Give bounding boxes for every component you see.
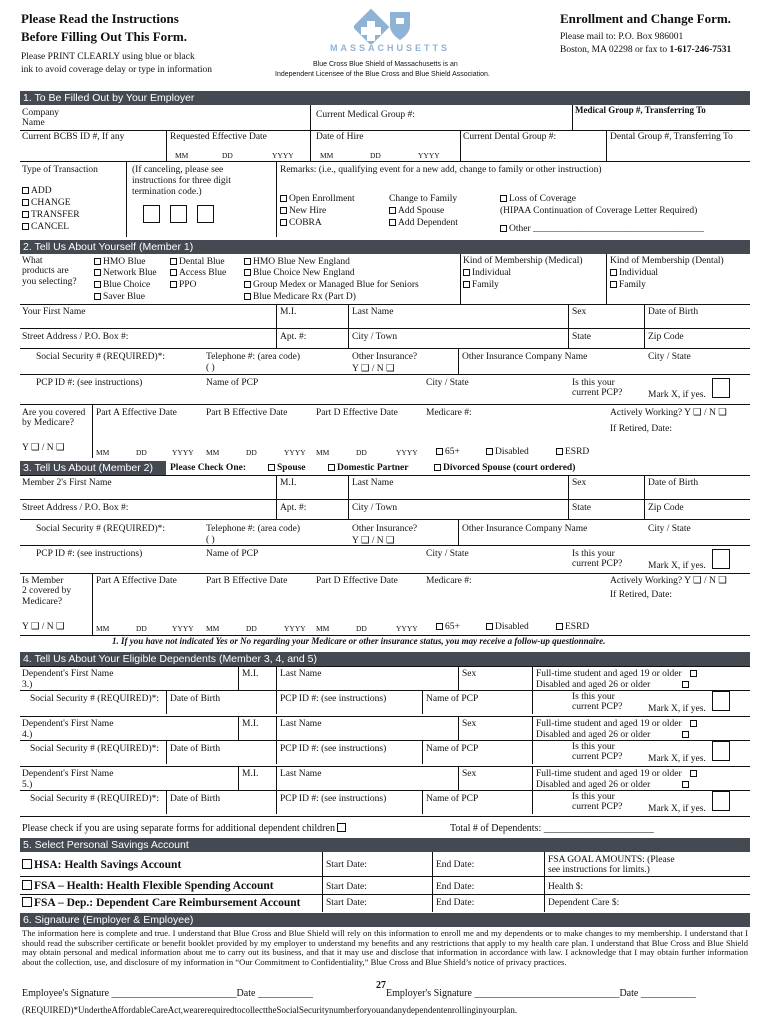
member2-city-field[interactable]: City / Town bbox=[352, 503, 398, 513]
pcp-id-field[interactable]: PCP ID #: (see instructions) bbox=[36, 378, 143, 388]
hmo-blue-ne-checkbox[interactable] bbox=[244, 258, 251, 265]
member2-retired-date[interactable]: If Retired, Date: bbox=[610, 590, 672, 600]
dd-label: DD bbox=[246, 624, 257, 633]
member2-mark-x-label: Mark X, if yes. bbox=[648, 561, 706, 571]
domestic-partner-checkbox[interactable] bbox=[328, 464, 335, 471]
dependent-4-last-name-field[interactable]: Last Name bbox=[280, 719, 322, 729]
dd-label: DD bbox=[246, 448, 257, 457]
member2-part-d-field[interactable]: Part D Effective Date bbox=[316, 576, 398, 586]
separate-forms-option[interactable]: Please check if you are using separate forms for additional dependent children bbox=[22, 823, 348, 834]
dental-individual-option[interactable]: Individual bbox=[610, 268, 658, 278]
yyyy-label: YYYY bbox=[172, 624, 194, 633]
member2-zip-field[interactable]: Zip Code bbox=[648, 503, 684, 513]
dependent-4-ssn-field[interactable]: Social Security # (REQUIRED)*: bbox=[30, 744, 160, 754]
apt-field[interactable]: Apt. #: bbox=[280, 332, 307, 342]
access-blue-checkbox[interactable] bbox=[170, 269, 177, 276]
loss-of-coverage-option[interactable]: Loss of Coverage bbox=[500, 194, 576, 204]
termination-code-box-3[interactable] bbox=[197, 205, 214, 223]
fsa-health-start-date[interactable]: Start Date: bbox=[326, 882, 367, 892]
health-amount-field[interactable]: Health $: bbox=[548, 882, 584, 892]
dependent-4-fulltime-checkbox[interactable] bbox=[690, 720, 697, 727]
member2-disabled-option[interactable]: Disabled bbox=[486, 622, 529, 632]
disabled-checkbox[interactable] bbox=[486, 448, 493, 455]
area-code-paren: ( ) bbox=[206, 363, 215, 373]
city-field[interactable]: City / Town bbox=[352, 332, 398, 342]
form-title: Enrollment and Change Form. bbox=[560, 11, 731, 26]
please-check-one-label: Please Check One: bbox=[170, 463, 246, 473]
sex-field[interactable]: Sex bbox=[572, 307, 587, 317]
dependent-3-current-pcp-checkbox[interactable] bbox=[712, 691, 730, 711]
first-name-field[interactable]: Your First Name bbox=[22, 307, 86, 317]
divorced-spouse-option[interactable]: Divorced Spouse (court ordered) bbox=[434, 463, 575, 473]
last-name-field[interactable]: Last Name bbox=[352, 307, 394, 317]
is-current-pcp-label: Is this your current PCP? bbox=[572, 378, 623, 399]
what-products-label: What products are you selecting? bbox=[22, 256, 77, 287]
zip-field[interactable]: Zip Code bbox=[648, 332, 684, 342]
ppo-checkbox[interactable] bbox=[170, 281, 177, 288]
mm-label: MM bbox=[316, 624, 330, 633]
mm-label: MM bbox=[96, 448, 110, 457]
dependent-care-amount-field[interactable]: Dependent Care $: bbox=[548, 898, 620, 908]
member2-medicare-yn[interactable]: Y ❑ / N ❑ bbox=[22, 622, 65, 632]
date-of-hire-field[interactable]: Date of Hire bbox=[316, 132, 364, 142]
dependent-5-ssn-field[interactable]: Social Security # (REQUIRED)*: bbox=[30, 794, 160, 804]
dd-label: DD bbox=[222, 151, 233, 160]
member2-other-insurance-yn[interactable]: Y ❑ / N ❑ bbox=[352, 536, 395, 546]
type-of-transaction-label: Type of Transaction bbox=[22, 165, 98, 175]
add-option[interactable]: ADD bbox=[22, 186, 52, 196]
transfer-checkbox[interactable] bbox=[22, 211, 29, 218]
other-insurance-company-field[interactable]: Other Insurance Company Name bbox=[462, 352, 588, 362]
yyyy-label: YYYY bbox=[272, 151, 294, 160]
add-dependent-checkbox[interactable] bbox=[389, 219, 396, 226]
state-field[interactable]: State bbox=[572, 332, 591, 342]
dependent-5-mi-field[interactable]: M.I. bbox=[242, 769, 259, 779]
fsa-dep-checkbox[interactable] bbox=[22, 897, 32, 907]
add-checkbox[interactable] bbox=[22, 187, 29, 194]
insurance-city-state-field[interactable]: City / State bbox=[648, 352, 691, 362]
domestic-partner-option[interactable]: Domestic Partner bbox=[328, 463, 408, 473]
brand-name: MASSACHUSETTS bbox=[330, 43, 451, 53]
dependent-5-disabled-checkbox[interactable] bbox=[682, 781, 689, 788]
hipaa-note: (HIPAA Continuation of Coverage Letter Required) bbox=[500, 206, 698, 216]
dependent-5-pcp-id-field[interactable]: PCP ID #: (see instructions) bbox=[280, 794, 387, 804]
dependent-5-is-current-pcp-label: Is this your current PCP? bbox=[572, 792, 623, 813]
fsa-health-option[interactable]: FSA – Health: Health Flexible Spending Account bbox=[22, 880, 274, 893]
employee-signature-field[interactable]: Employee's Signature _________________________Date ___________ bbox=[22, 988, 313, 999]
dd-label: DD bbox=[136, 448, 147, 457]
medical-group-transferring-field[interactable]: Medical Group #, Transferring To bbox=[575, 105, 706, 115]
member2-is-current-pcp-label: Is this your current PCP? bbox=[572, 549, 623, 570]
employer-signature-field[interactable]: Employer's Signature _____________________________Date ___________ bbox=[386, 988, 696, 999]
mi-field[interactable]: M.I. bbox=[280, 307, 297, 317]
ppo-option[interactable]: PPO bbox=[170, 280, 196, 290]
medical-family-option[interactable]: Family bbox=[463, 280, 499, 290]
blue-choice-option[interactable]: Blue Choice bbox=[94, 280, 150, 290]
dental-family-option[interactable]: Family bbox=[610, 280, 646, 290]
fsa-health-end-date[interactable]: End Date: bbox=[436, 882, 475, 892]
total-dependents-field[interactable]: Total # of Dependents: ______________________ bbox=[450, 823, 654, 834]
open-enrollment-checkbox[interactable] bbox=[280, 195, 287, 202]
street-address-field[interactable]: Street Address / P.O. Box #: bbox=[22, 332, 129, 342]
medicare-number-field[interactable]: Medicare #: bbox=[426, 408, 472, 418]
ssn-required-footer: (REQUIRED)*UndertheAffordableCareAct,wearerequiredtocollecttheSocialSecuritynumberforyouandanydependentenrollinginyourplan. bbox=[22, 1005, 518, 1015]
instructions-heading-line1: Please Read the Instructions bbox=[21, 11, 179, 26]
yyyy-label: YYYY bbox=[396, 624, 418, 633]
followup-footnote: 1. If you have not indicated Yes or No regarding your Medicare or other insurance status, you may receive a follow-up questionnaire. bbox=[112, 636, 606, 646]
network-blue-option[interactable]: Network Blue bbox=[94, 268, 157, 278]
cobra-option[interactable]: COBRA bbox=[280, 218, 322, 228]
group-medex-option[interactable]: Group Medex or Managed Blue for Seniors bbox=[244, 280, 419, 290]
member2-area-code-paren: ( ) bbox=[206, 535, 215, 545]
covered-by-medicare-label: Are you covered by Medicare? bbox=[22, 408, 86, 429]
kind-medical-label: Kind of Membership (Medical) bbox=[463, 256, 583, 266]
dependent-3-fulltime-checkbox[interactable] bbox=[690, 670, 697, 677]
dob-field[interactable]: Date of Birth bbox=[648, 307, 699, 317]
fsa-dep-option[interactable]: FSA – Dep.: Dependent Care Reimbursement Account bbox=[22, 897, 301, 910]
other-insurance-yn[interactable]: Y ❑ / N ❑ bbox=[352, 364, 395, 374]
dependent-3-first-name-field[interactable]: Dependent's First Name bbox=[22, 669, 114, 679]
retired-date-field[interactable]: If Retired, Date: bbox=[610, 424, 672, 434]
remarks-field[interactable]: Remarks: (i.e., qualifying event for a new add, change to family or other instruction) bbox=[280, 165, 602, 175]
change-to-family-label: Change to Family bbox=[389, 194, 458, 204]
dependent-5-fulltime-option[interactable]: Full-time student and aged 19 or older bbox=[536, 769, 699, 779]
current-medical-group-field[interactable]: Current Medical Group #: bbox=[316, 110, 415, 120]
dependent-4-number: 4.) bbox=[22, 730, 33, 740]
dependent-5-fulltime-checkbox[interactable] bbox=[690, 770, 697, 777]
dependent-3-pcp-name-field[interactable]: Name of PCP bbox=[426, 694, 479, 704]
pcp-city-state-field[interactable]: City / State bbox=[426, 378, 469, 388]
member2-medicare-number-field[interactable]: Medicare #: bbox=[426, 576, 472, 586]
if-canceling-line2: instructions for three digit bbox=[132, 176, 231, 186]
dependent-3-number: 3.) bbox=[22, 680, 33, 690]
divorced-spouse-checkbox[interactable] bbox=[434, 464, 441, 471]
current-dental-group-field[interactable]: Current Dental Group #: bbox=[463, 132, 557, 142]
age65-checkbox[interactable] bbox=[436, 448, 443, 455]
spouse-option[interactable]: Spouse bbox=[268, 463, 306, 473]
transfer-option[interactable]: TRANSFER bbox=[22, 210, 80, 220]
dependent-4-sex-field[interactable]: Sex bbox=[462, 719, 477, 729]
member2-disabled-checkbox[interactable] bbox=[486, 623, 493, 630]
dental-individual-checkbox[interactable] bbox=[610, 269, 617, 276]
dependent-3-sex-field[interactable]: Sex bbox=[462, 669, 477, 679]
medical-family-checkbox[interactable] bbox=[463, 281, 470, 288]
dependent-4-pcp-name-field[interactable]: Name of PCP bbox=[426, 744, 479, 754]
signature-attestation-text: The information here is complete and true. I understand that Blue Cross and Blue Shield will rely on this information to enroll me and my dependents or to make changes to my membership. I understand that I should read the subscriber certificate or benefit booklet provided by my employer to understand my benefits and any restrictions that apply to my health care plan. I understand that Blue Cross and Blue Shield may obtain personal and medical information about me to carry out its business, and that it may use and disclose that information in accordance with law. I acknowledge that I may obtain further information about the collection, use, and disclosure of my information in “Our Commitment to Confidentiality,” Blue Cross and Blue Shield’s notice of privacy practices. bbox=[22, 928, 748, 967]
member2-esrd-option[interactable]: ESRD bbox=[556, 622, 589, 632]
dependent-3-is-current-pcp-label: Is this your current PCP? bbox=[572, 692, 623, 713]
pcp-name-field[interactable]: Name of PCP bbox=[206, 378, 259, 388]
hsa-end-date[interactable]: End Date: bbox=[436, 860, 475, 870]
section-2-header: 2. Tell Us About Yourself (Member 1) bbox=[20, 240, 750, 254]
mark-x-label: Mark X, if yes. bbox=[648, 390, 706, 400]
member2-pcp-id-field[interactable]: PCP ID #: (see instructions) bbox=[36, 549, 143, 559]
cancel-checkbox[interactable] bbox=[22, 223, 29, 230]
hsa-checkbox[interactable] bbox=[22, 859, 32, 869]
member2-dob-field[interactable]: Date of Birth bbox=[648, 478, 699, 488]
medical-individual-option[interactable]: Individual bbox=[463, 268, 511, 278]
member2-covered-by-medicare-label: Is Member 2 covered by Medicare? bbox=[22, 576, 72, 607]
yyyy-label: YYYY bbox=[284, 624, 306, 633]
dependent-5-current-pcp-checkbox[interactable] bbox=[712, 791, 730, 811]
dependent-4-first-name-field[interactable]: Dependent's First Name bbox=[22, 719, 114, 729]
other-checkbox[interactable] bbox=[500, 225, 507, 232]
dependent-3-mi-field[interactable]: M.I. bbox=[242, 669, 259, 679]
new-hire-checkbox[interactable] bbox=[280, 207, 287, 214]
section-5-header: 5. Select Personal Savings Account bbox=[20, 838, 750, 852]
blue-choice-ne-checkbox[interactable] bbox=[244, 269, 251, 276]
part-b-date-field[interactable]: Part B Effective Date bbox=[206, 408, 288, 418]
change-option[interactable]: CHANGE bbox=[22, 198, 71, 208]
dependent-5-sex-field[interactable]: Sex bbox=[462, 769, 477, 779]
print-note-line1: Please PRINT CLEARLY using blue or black bbox=[21, 52, 195, 62]
member2-insurance-city-state[interactable]: City / State bbox=[648, 524, 691, 534]
dependent-5-dob-field[interactable]: Date of Birth bbox=[170, 794, 221, 804]
esrd-option[interactable]: ESRD bbox=[556, 447, 589, 457]
dd-label: DD bbox=[356, 624, 367, 633]
dental-blue-option[interactable]: Dental Blue bbox=[170, 257, 225, 267]
yyyy-label: YYYY bbox=[418, 151, 440, 160]
dependent-3-dob-field[interactable]: Date of Birth bbox=[170, 694, 221, 704]
company-name-field[interactable]: Company Name bbox=[22, 108, 59, 129]
member2-current-pcp-checkbox[interactable] bbox=[712, 549, 730, 569]
page-number: 27 bbox=[376, 980, 386, 991]
yyyy-label: YYYY bbox=[284, 448, 306, 457]
if-canceling-line3: termination code.) bbox=[132, 187, 202, 197]
blue-medicare-option[interactable]: Blue Medicare Rx (Part D) bbox=[244, 292, 356, 302]
add-dependent-option[interactable]: Add Dependent bbox=[389, 218, 458, 228]
member2-last-name-field[interactable]: Last Name bbox=[352, 478, 394, 488]
dependent-4-disabled-option[interactable]: Disabled and aged 26 or older bbox=[536, 730, 691, 740]
fsa-dep-end-date[interactable]: End Date: bbox=[436, 898, 475, 908]
licensee-line2: Independent Licensee of the Blue Cross and Blue Shield Association. bbox=[275, 71, 490, 78]
bcbs-logo bbox=[354, 8, 414, 44]
esrd-checkbox[interactable] bbox=[556, 448, 563, 455]
member2-apt-field[interactable]: Apt. #: bbox=[280, 503, 307, 513]
instructions-heading-line2: Before Filling Out This Form. bbox=[21, 29, 187, 44]
member2-insurance-company-field[interactable]: Other Insurance Company Name bbox=[462, 524, 588, 534]
mm-label: MM bbox=[175, 151, 189, 160]
section-4-header: 4. Tell Us About Your Eligible Dependents (Member 3, 4, and 5) bbox=[20, 652, 750, 666]
telephone-field[interactable]: Telephone #: (area code) bbox=[206, 352, 301, 362]
access-blue-option[interactable]: Access Blue bbox=[170, 268, 226, 278]
mail-address-line2: Boston, MA 02298 or fax to 1-617-246-7531 bbox=[560, 45, 732, 55]
fsa-dep-start-date[interactable]: Start Date: bbox=[326, 898, 367, 908]
fsa-goal-label: FSA GOAL AMOUNTS: (Please see instructions for limits.) bbox=[548, 855, 675, 876]
licensee-line1: Blue Cross Blue Shield of Massachusetts is an bbox=[313, 61, 458, 68]
member2-sex-field[interactable]: Sex bbox=[572, 478, 587, 488]
print-note-line2: ink to avoid coverage delay or type in information bbox=[21, 65, 212, 75]
part-d-date-field[interactable]: Part D Effective Date bbox=[316, 408, 398, 418]
fsa-health-checkbox[interactable] bbox=[22, 880, 32, 890]
dependent-4-fulltime-option[interactable]: Full-time student and aged 19 or older bbox=[536, 719, 699, 729]
dental-group-transferring-field[interactable]: Dental Group #, Transferring To bbox=[610, 132, 733, 142]
termination-code-box-2[interactable] bbox=[170, 205, 187, 223]
medical-individual-checkbox[interactable] bbox=[463, 269, 470, 276]
yyyy-label: YYYY bbox=[396, 448, 418, 457]
section-6-header: 6. Signature (Employer & Employee) bbox=[20, 913, 750, 927]
member2-state-field[interactable]: State bbox=[572, 503, 591, 513]
dependent-4-disabled-checkbox[interactable] bbox=[682, 731, 689, 738]
dependent-4-mi-field[interactable]: M.I. bbox=[242, 719, 259, 729]
dependent-5-first-name-field[interactable]: Dependent's First Name bbox=[22, 769, 114, 779]
mm-label: MM bbox=[206, 448, 220, 457]
dependent-3-pcp-id-field[interactable]: PCP ID #: (see instructions) bbox=[280, 694, 387, 704]
medicare-yn[interactable]: Y ❑ / N ❑ bbox=[22, 443, 65, 453]
mm-label: MM bbox=[320, 151, 334, 160]
mail-address-line1: Please mail to: P.O. Box 986001 bbox=[560, 32, 684, 42]
dependent-4-is-current-pcp-label: Is this your current PCP? bbox=[572, 742, 623, 763]
member2-actively-working[interactable]: Actively Working? Y ❑ / N ❑ bbox=[610, 576, 727, 586]
hmo-blue-ne-option[interactable]: HMO Blue New England bbox=[244, 257, 350, 267]
hmo-blue-option[interactable]: HMO Blue bbox=[94, 257, 146, 267]
change-checkbox[interactable] bbox=[22, 199, 29, 206]
dependent-3-fulltime-option[interactable]: Full-time student and aged 19 or older bbox=[536, 669, 699, 679]
member2-ssn-field[interactable]: Social Security # (REQUIRED)*: bbox=[36, 524, 166, 534]
member2-telephone-field[interactable]: Telephone #: (area code) bbox=[206, 524, 301, 534]
blue-choice-ne-option[interactable]: Blue Choice New England bbox=[244, 268, 355, 278]
other-insurance-label: Other Insurance? bbox=[352, 352, 418, 362]
member2-part-a-field[interactable]: Part A Effective Date bbox=[96, 576, 177, 586]
member2-esrd-checkbox[interactable] bbox=[556, 623, 563, 630]
current-pcp-checkbox[interactable] bbox=[712, 378, 730, 398]
dependent-3-mark-x-label: Mark X, if yes. bbox=[648, 704, 706, 714]
disabled-option[interactable]: Disabled bbox=[486, 447, 529, 457]
dd-label: DD bbox=[370, 151, 381, 160]
termination-code-box-1[interactable] bbox=[143, 205, 160, 223]
hmo-blue-checkbox[interactable] bbox=[94, 258, 101, 265]
member2-age65-checkbox[interactable] bbox=[436, 623, 443, 630]
member2-mi-field[interactable]: M.I. bbox=[280, 478, 297, 488]
open-enrollment-option[interactable]: Open Enrollment bbox=[280, 194, 355, 204]
dependent-4-mark-x-label: Mark X, if yes. bbox=[648, 754, 706, 764]
dependent-5-disabled-option[interactable]: Disabled and aged 26 or older bbox=[536, 780, 691, 790]
part-a-date-field[interactable]: Part A Effective Date bbox=[96, 408, 177, 418]
member2-part-b-field[interactable]: Part B Effective Date bbox=[206, 576, 288, 586]
dependent-5-last-name-field[interactable]: Last Name bbox=[280, 769, 322, 779]
dental-blue-checkbox[interactable] bbox=[170, 258, 177, 265]
separate-forms-checkbox[interactable] bbox=[337, 823, 346, 832]
current-bcbs-id-field[interactable]: Current BCBS ID #, If any bbox=[22, 132, 125, 142]
dependent-5-number: 5.) bbox=[22, 780, 33, 790]
add-spouse-option[interactable]: Add Spouse bbox=[389, 206, 444, 216]
kind-dental-label: Kind of Membership (Dental) bbox=[610, 256, 724, 266]
other-option[interactable]: Other ____________________________________ bbox=[500, 224, 704, 234]
dependent-5-pcp-name-field[interactable]: Name of PCP bbox=[426, 794, 479, 804]
dependent-3-disabled-option[interactable]: Disabled and aged 26 or older bbox=[536, 680, 691, 690]
hsa-start-date[interactable]: Start Date: bbox=[326, 860, 367, 870]
member2-pcp-city-state[interactable]: City / State bbox=[426, 549, 469, 559]
member2-first-name-field[interactable]: Member 2's First Name bbox=[22, 478, 112, 488]
section-1-header: 1. To Be Filled Out by Your Employer bbox=[20, 91, 750, 105]
dd-label: DD bbox=[136, 624, 147, 633]
dependent-4-current-pcp-checkbox[interactable] bbox=[712, 741, 730, 761]
group-medex-checkbox[interactable] bbox=[244, 281, 251, 288]
actively-working-field[interactable]: Actively Working? Y ❑ / N ❑ bbox=[610, 408, 727, 418]
section-3-header: 3. Tell Us About (Member 2) bbox=[20, 461, 166, 475]
fax-number: 1-617-246-7531 bbox=[669, 45, 732, 55]
hsa-option[interactable]: HSA: Health Savings Account bbox=[22, 859, 181, 872]
add-spouse-checkbox[interactable] bbox=[389, 207, 396, 214]
dependent-5-mark-x-label: Mark X, if yes. bbox=[648, 804, 706, 814]
ssn-field[interactable]: Social Security # (REQUIRED)*: bbox=[36, 352, 166, 362]
dental-family-checkbox[interactable] bbox=[610, 281, 617, 288]
spouse-checkbox[interactable] bbox=[268, 464, 275, 471]
loss-of-coverage-checkbox[interactable] bbox=[500, 195, 507, 202]
member2-other-insurance-label: Other Insurance? bbox=[352, 524, 418, 534]
blue-choice-checkbox[interactable] bbox=[94, 281, 101, 288]
cancel-option[interactable]: CANCEL bbox=[22, 222, 69, 232]
new-hire-option[interactable]: New Hire bbox=[280, 206, 326, 216]
mm-label: MM bbox=[316, 448, 330, 457]
requested-effective-date-field[interactable]: Requested Effective Date bbox=[170, 132, 267, 142]
dependent-4-pcp-id-field[interactable]: PCP ID #: (see instructions) bbox=[280, 744, 387, 754]
yyyy-label: YYYY bbox=[172, 448, 194, 457]
network-blue-checkbox[interactable] bbox=[94, 269, 101, 276]
dependent-3-ssn-field[interactable]: Social Security # (REQUIRED)*: bbox=[30, 694, 160, 704]
mm-label: MM bbox=[96, 624, 110, 633]
blue-medicare-checkbox[interactable] bbox=[244, 293, 251, 300]
cobra-checkbox[interactable] bbox=[280, 219, 287, 226]
dependent-3-disabled-checkbox[interactable] bbox=[682, 681, 689, 688]
member2-age65-option[interactable]: 65+ bbox=[436, 622, 460, 632]
dependent-4-dob-field[interactable]: Date of Birth bbox=[170, 744, 221, 754]
member2-pcp-name-field[interactable]: Name of PCP bbox=[206, 549, 259, 559]
member2-street-field[interactable]: Street Address / P.O. Box #: bbox=[22, 503, 129, 513]
saver-blue-option[interactable]: Saver Blue bbox=[94, 292, 145, 302]
if-canceling-line1: (If canceling, please see bbox=[132, 165, 224, 175]
saver-blue-checkbox[interactable] bbox=[94, 293, 101, 300]
dependent-3-last-name-field[interactable]: Last Name bbox=[280, 669, 322, 679]
mm-label: MM bbox=[206, 624, 220, 633]
dd-label: DD bbox=[356, 448, 367, 457]
age65-option[interactable]: 65+ bbox=[436, 447, 460, 457]
